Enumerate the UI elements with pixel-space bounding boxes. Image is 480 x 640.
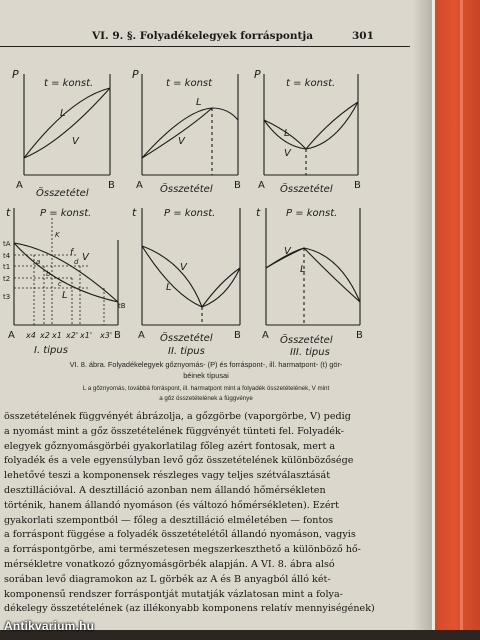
body-line: összetételének függvényét ábrázolja, a gőzgörbe (vaporgörbe, V) pedig [4,411,351,422]
panel-2 [142,74,238,175]
panel-2-condition: t = konst [166,78,213,89]
panel-6-x-left: A [262,330,269,341]
legend-line-2: a gőz összetételének a függvénye [159,394,253,402]
panel-3-liquid-curve [264,102,358,149]
panel-1-curve-v: V [72,136,79,147]
panel-4-point-c: c [58,280,62,288]
panel-4-xtick-x4: x4 [26,331,36,340]
panel-5-vapor-curve [142,246,240,307]
panel-4-type-label: I. tipus [34,345,68,356]
section-title: VI. 9. §. Folyadékelegyek forráspontja [92,30,313,42]
panel-1-vapor-curve [24,88,110,158]
spine-highlight [460,0,463,630]
body-line: a forráspont függése a folyadék összetételétől állandó nyomáson, vagyis [4,529,356,541]
body-line: komponensű rendszer forráspontját mutatják vázlatosan mint a folya- [4,588,343,600]
panel-5-condition: P = konst. [164,208,216,219]
panel-6-type-label: III. tipus [290,347,330,358]
header-rule [0,46,410,47]
panel-6-curve-l: L [300,264,306,275]
body-line: sorában levő diagramokon az L görbék az A és B anyagból álló két- [4,573,331,585]
panel-3-condition: t = konst. [286,78,336,89]
body-line: folyadék és a vele egyensúlyban levő gőz összetételének különbözősége [4,455,354,467]
panel-4-tick-tA: tA [3,240,11,248]
panel-1-x-right: B [108,180,115,191]
watermark: Antikvarium.hu [4,619,95,633]
panel-4-curve-v: V [82,252,89,263]
panel-3-curve-l: L [284,128,290,139]
panel-2-x-right: B [234,180,241,191]
panel-5-curve-l: L [166,282,172,293]
legend-line-1: L a gőznyomás, továbbá forráspont, ill. harmatpont mint a folyadék összetételének, V mint [82,385,330,392]
panel-4-x-right: B [114,330,121,341]
panel-6-y-label: t [256,206,261,219]
panel-2-curve-l: L [196,97,202,108]
running-head [0,28,410,44]
panel-2-x-label: Összetétel [160,184,213,195]
panel-4-curve-l: L [62,290,68,301]
body-line: a forráspontgörbe, ami természetesen megszerkeszthető a különböző hő- [4,544,361,556]
caption-line-1: VI. 8. ábra. Folyadékelegyek gőznyomás- (P) és forráspont-, ill. harmatpont- (t) gör- [69,360,343,369]
panel-4-xtick-x1: x1 [52,331,62,340]
phase-diagram-figure [0,50,420,358]
panel-4-x-left: A [8,330,15,341]
panel-5-x-label: Összetétel [160,333,213,344]
panel-3-curve-v: V [284,148,291,159]
figure-legend [4,384,408,403]
panel-1-condition: t = konst. [44,78,94,89]
panel-3 [264,74,358,175]
panel-5-liquid-curve [142,246,240,307]
panel-1-x-left: A [16,180,23,191]
panel-6 [266,208,360,325]
panel-4-point-a: a [36,258,41,266]
panel-2-liquid-curve [142,108,238,158]
page-gutter-shadow [412,0,432,630]
panel-4-point-d: d [74,258,79,266]
panel-2-x-left: A [136,180,143,191]
panel-1-x-label: Összetétel [36,188,89,199]
panel-4-point-b: b [46,270,51,278]
panel-4-xtick-x3p: x3' [100,331,113,340]
panel-4-point-k: K [55,231,60,239]
panel-4-point-f: f [70,248,74,258]
body-line: a nyomást mint a gőz összetételének függvényét tünteti fel. Folyadék- [4,425,344,437]
body-line: lehetővé teszi a komponensek részleges vagy teljes szétválasztását [4,470,331,482]
panel-1 [24,74,110,175]
book-spine [432,0,480,630]
panel-1-y-label: P [12,68,19,81]
panel-6-curve-v: V [284,246,291,257]
panel-6-liquid-curve [266,248,360,302]
panel-4-tick-tB: tB [118,302,126,310]
caption-line-2: béinek típusai [183,371,229,380]
body-line: dékelegy összetételének (az illékonyabb komponens relatív mennyiségének) [4,603,375,615]
panel-2-curve-v: V [178,136,185,147]
panel-4-condition: P = konst. [40,208,92,219]
panel-3-x-label: Összetétel [280,184,333,195]
panel-5-curve-v: V [180,262,187,273]
body-line: elegyek gőznyomásgörbéi gyakorlatilag főleg azért fontosak, mert a [4,440,336,452]
panel-4-y-label: t [6,206,11,219]
page-number: 301 [352,30,374,42]
panel-5-y-label: t [132,206,137,219]
body-line: gyakorlati szempontból — főleg a desztilláció elméletében — fontos [4,514,334,526]
panel-4-tick-t2: t2 [3,275,11,283]
panel-1-curve-l: L [60,108,66,119]
panel-1-liquid-curve [24,88,110,158]
panel-6-condition: P = konst. [286,208,338,219]
panel-4-tick-t1: t1 [3,263,11,271]
body-text [4,410,408,617]
body-line: desztillációval. A desztilláció azonban nem állandó hőmérsékleten [4,484,326,496]
figure-caption [4,359,408,381]
panel-5-type-label: II. tipus [168,346,205,357]
panel-4-xtick-x2p: x2' [66,331,79,340]
panel-5-x-right: B [234,330,241,341]
panel-5-x-left: A [138,330,145,341]
panel-4-xtick-x2: x2 [40,331,50,340]
panel-4-tick-t3: t3 [3,293,11,301]
panel-5 [142,208,240,325]
panel-6-x-right: B [356,330,363,341]
panel-4 [14,208,118,325]
panel-6-x-label: Összetétel [280,335,333,346]
panel-4-tick-t4: t4 [3,252,11,260]
panel-6-vapor-curve [266,248,360,302]
panel-3-y-label: P [254,68,261,81]
panel-3-x-left: A [258,180,265,191]
panel-2-vapor-curve [142,108,212,158]
panel-4-xtick-x1p: x1' [80,331,93,340]
panel-3-vapor-curve [264,102,358,149]
body-line: történik, hanem állandó nyomáson (és változó hőmérsékleten). Ezért [4,499,339,511]
panel-3-x-right: B [354,180,361,191]
panel-2-y-label: P [132,68,139,81]
body-line: mérsékletre vonatkozó gőznyomásgörbék alapján. A VI. 8. ábra alsó [4,558,335,570]
